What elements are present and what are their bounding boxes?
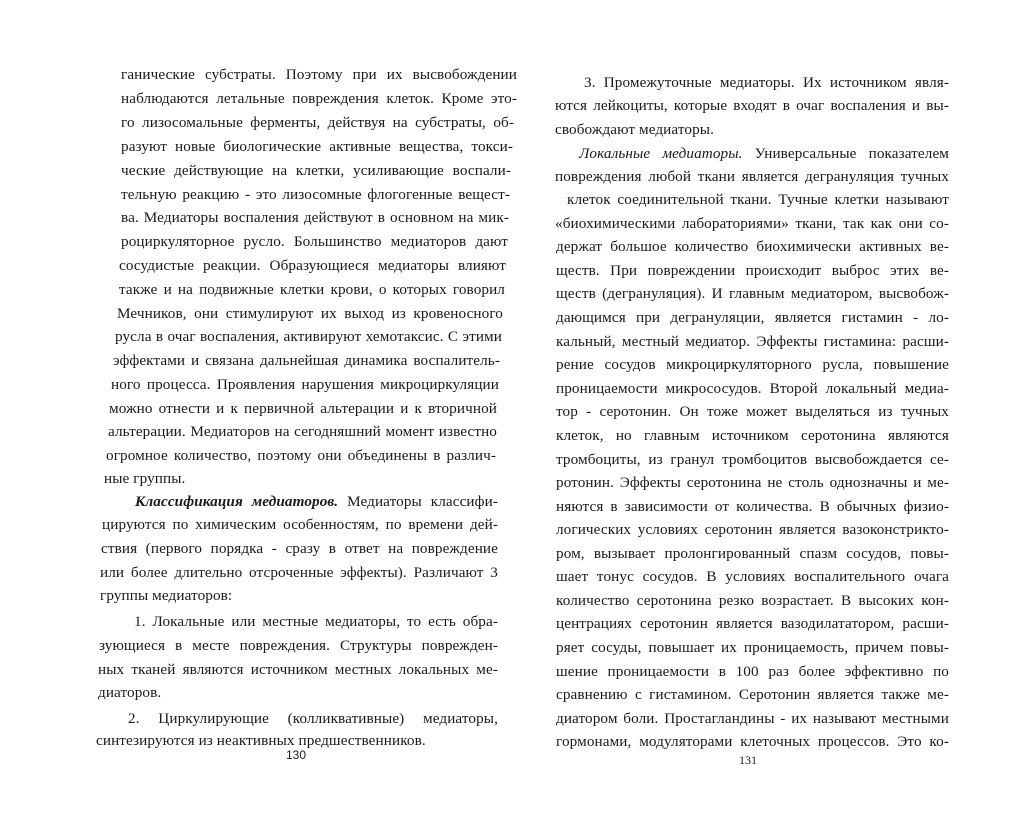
right-text-line: няются в зависимости от количества. В обычных физио- <box>556 498 949 515</box>
local-first-rest: Универсальные показателем <box>742 145 949 162</box>
left-text-line: огромное количество, поэтому они объединены в различ- <box>106 447 496 464</box>
left-text-line: также и на подвижные клетки крови, о которых говорил <box>119 281 505 298</box>
left-text-line: разуют новые биологические активные вещества, токси- <box>121 138 513 155</box>
item-2-line: синтезируются из неактивных предшественников. <box>96 732 426 749</box>
right-text-line: тор - серотонин. Он тоже может выделяться из тучных <box>556 403 949 420</box>
right-text-line: сравнению с гистамином. Серотонин является также ме- <box>556 686 949 703</box>
item-3-line: ются лейкоциты, которые входят в очаг воспаления и вы- <box>555 97 949 114</box>
left-text-line: альтерации. Медиаторов на сегодняшний момент известно <box>108 423 497 440</box>
right-text-line: держат большое количество биохимически активных ве- <box>556 238 949 255</box>
right-text-line: рение сосудов микроциркуляторного русла, повышение <box>556 356 949 373</box>
left-text-line: наблюдаются летальные повреждения клеток. Кроме это- <box>121 90 517 107</box>
right-text-line: ром, вызывает пролонгированный спазм сосудов, повы- <box>556 545 949 562</box>
left-text-line: тельную реакцию - это лизосомные флогогенные вещест- <box>121 186 510 203</box>
right-text-line: логических условиях серотонин является вазоконстрикто- <box>556 521 949 538</box>
right-text-line: клеток соединительной ткани. Тучные клетки называют <box>567 191 949 208</box>
left-text-line: ганические субстраты. Поэтому при их высвобождении <box>121 66 517 83</box>
left-text-line: группы медиаторов: <box>100 587 233 604</box>
right-text-line: повреждения любой ткани является дегрануляция тучных <box>555 168 949 185</box>
right-text-line: диатором боли. Простагландины - их называют местными <box>556 710 949 727</box>
right-text-line: проницаемости микрососудов. Второй локальный медиа- <box>556 380 949 397</box>
item-3-line: свобождают медиаторы. <box>555 121 714 138</box>
right-text-line: ществ. При повреждении происходит выброс этих ве- <box>556 262 949 279</box>
left-text-line: цируются по химическим особенностям, по времени дей- <box>102 516 498 533</box>
left-text-line: Мечников, они стимулируют их выход из кровеносного <box>117 305 503 322</box>
right-text-line: гормонами, модуляторами клеточных процессов. Это ко- <box>556 733 949 750</box>
item-2-line: 2. Циркулирующие (колликвативные) медиаторы, <box>128 710 498 727</box>
right-text-line: центрациях серотонин является вазодилататором, расши- <box>556 615 949 632</box>
right-text-line: шает тонус сосудов. В условиях воспалительного очага <box>556 568 949 585</box>
local-paragraph-first-line <box>579 144 949 164</box>
item-1-line: диаторов. <box>98 684 162 701</box>
right-text-line: тромбоциты, из гранул тромбоцитов высвобождается се- <box>556 451 949 468</box>
left-text-line: сосудистые реакции. Образующиеся медиаторы влияют <box>119 257 506 274</box>
item-1-line: ных тканей являются источником местных локальных ме- <box>98 661 498 678</box>
left-text-line: го лизосомальные ферменты, действуя на субстраты, об- <box>121 114 514 131</box>
item-1-line: зующиеся в месте повреждения. Структуры поврежден- <box>99 637 498 654</box>
right-text-line: «биохимическими лабораториями» ткани, так как они со- <box>555 215 949 232</box>
left-text-line: русла в очаг воспаления, активируют хемотаксис. С этими <box>115 328 502 345</box>
right-text-line: кальный, местный медиатор. Эффекты гистамина: расши- <box>556 333 949 350</box>
classification-heading: Классификация медиаторов. <box>135 493 339 510</box>
left-text-line: ные группы. <box>104 470 186 487</box>
left-text-line: можно отнести и к первичной альтерации и к вторичной <box>109 400 497 417</box>
right-text-line: количество серотонина резко возрастает. В высоких кон- <box>556 592 949 609</box>
left-text-line: ного процесса. Проявления нарушения микроциркуляции <box>111 376 499 393</box>
right-text-line: ществ (дегрануляция). И главным медиатором, высвобож- <box>556 285 949 302</box>
item-3-line: 3. Промежуточные медиаторы. Их источником явля- <box>584 74 949 91</box>
left-text-line: или более длительно отсроченные эффекты). Различают 3 <box>100 564 498 581</box>
page-number-left: 130 <box>285 748 307 762</box>
classification-first-rest: Медиаторы классифи- <box>338 493 498 510</box>
left-text-line: эффектами и связана дальнейшая динамика воспалитель- <box>113 352 500 369</box>
right-page <box>512 0 1024 828</box>
right-text-line: шение проницаемости в 100 раз более эффективно по <box>556 663 949 680</box>
left-text-line: ческие действующие на клетки, усиливающие воспали- <box>121 162 511 179</box>
local-heading: Локальные медиаторы. <box>579 145 743 162</box>
right-text-line: ряет сосуды, повышает их проницаемость, причем повы- <box>556 639 949 656</box>
page-number-right: 131 <box>739 753 757 767</box>
right-text-line: дающимся при дегрануляции, является гистамин - ло- <box>556 309 949 326</box>
right-text-line: ротонин. Эффекты серотонина не столь однозначны и ме- <box>556 474 949 491</box>
left-text-line: роциркуляторное русло. Большинство медиаторов дают <box>121 233 508 250</box>
left-text-line: ва. Медиаторы воспаления действуют в основном на мик- <box>121 209 509 226</box>
right-text-line: клеток, но главным источником серотонина являются <box>556 427 949 444</box>
left-text-line: ствия (первого порядка - сразу в ответ на повреждение <box>101 540 498 557</box>
item-1-line: 1. Локальные или местные медиаторы, то есть обра- <box>134 613 498 630</box>
classification-paragraph-first-line <box>135 492 498 512</box>
